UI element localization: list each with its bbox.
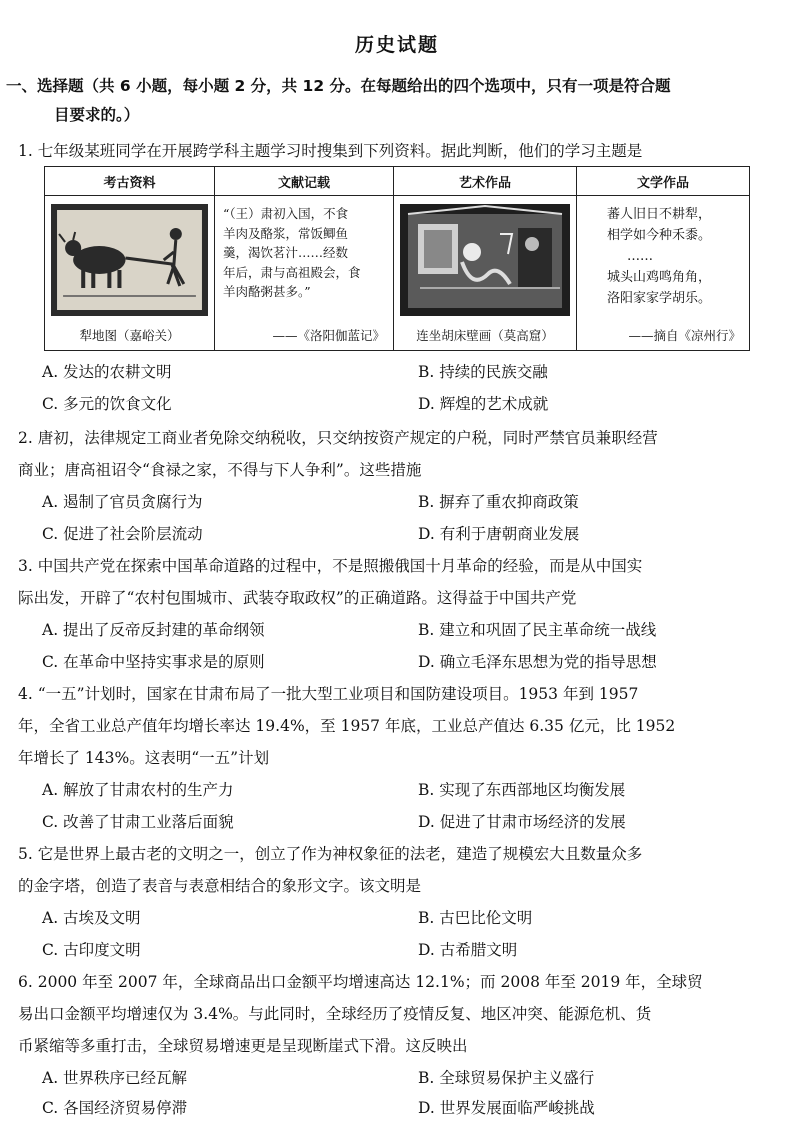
- archaeology-cell: [45, 196, 215, 351]
- poem-source: ——摘自《凉州行》: [628, 328, 741, 343]
- question-2: [18, 422, 782, 550]
- question-stem: 易出口金额平均增速仅为 3.4%。与此同时，全球经历了疫情反复、地区冲突、能源危机、货: [18, 1005, 652, 1023]
- document-source: ——《洛阳伽蓝记》: [272, 328, 385, 343]
- poem: [607, 204, 743, 309]
- option-d[interactable]: D. 古希腊文明: [418, 941, 518, 959]
- plowing-mural-image: [51, 204, 208, 316]
- archaeology-caption: 犁地图（嘉峪关）: [79, 328, 180, 343]
- option-c[interactable]: C. 古印度文明: [42, 941, 141, 959]
- question-3: [18, 550, 782, 678]
- poem-line: 相学如今种禾黍。: [607, 228, 712, 243]
- option-d[interactable]: D. 确立毛泽东思想为党的指导思想: [418, 653, 657, 671]
- option-a[interactable]: A. 遏制了官员贪腐行为: [42, 493, 203, 511]
- option-c[interactable]: C. 多元的饮食文化: [42, 395, 172, 413]
- poem-line: 城头山鸡鸣角角，: [607, 270, 712, 285]
- question-stem: 币紧缩等多重打击，全球贸易增速更是呈现断崖式下滑。这反映出: [18, 1037, 468, 1055]
- section-instructions: [6, 72, 782, 130]
- option-a[interactable]: A. 古埃及文明: [42, 909, 141, 927]
- option-d[interactable]: D. 促进了甘肃市场经济的发展: [418, 813, 626, 831]
- option-d[interactable]: D. 世界发展面临严峻挑战: [418, 1099, 595, 1117]
- option-b[interactable]: B. 实现了东西部地区均衡发展: [418, 781, 626, 799]
- question-1-options: [18, 356, 782, 420]
- question-6: [18, 966, 782, 1122]
- option-c[interactable]: C. 在革命中坚持实事求是的原则: [42, 653, 265, 671]
- quote-line: 羹，渴饮茗汁……经数: [223, 245, 349, 260]
- materials-table: [44, 166, 750, 351]
- question-stem: 商业；唐高祖诏令“食禄之家，不得与下人争利”。这些措施: [18, 461, 422, 479]
- option-a[interactable]: A. 提出了反帝反封建的革命纲领: [42, 621, 265, 639]
- option-d[interactable]: D. 辉煌的艺术成就: [418, 395, 549, 413]
- quote-line: 年后，肃与高祖殿会，食: [223, 264, 361, 280]
- poem-line: 洛阳家家学胡乐。: [607, 291, 712, 306]
- option-a[interactable]: A. 世界秩序已经瓦解: [42, 1069, 188, 1087]
- poem-line: 蕃人旧日不耕犁，: [607, 207, 712, 222]
- document-cell: [215, 196, 394, 351]
- question-1: [18, 135, 782, 167]
- question-stem: 的金字塔，创造了表音与表意相结合的象形文字。该文明是: [18, 877, 422, 895]
- question-stem: 年，全省工业总产值年均增长率达 19.4%，至 1957 年底，工业总产值达 6.35 亿元，比 1952: [18, 717, 676, 735]
- table-header: 艺术作品: [394, 167, 577, 196]
- quote-line: “（王）肃初入国，不食: [223, 206, 349, 221]
- option-b[interactable]: B. 古巴比伦文明: [418, 909, 533, 927]
- art-cell: [394, 196, 577, 351]
- option-a[interactable]: A. 解放了甘肃农村的生产力: [42, 781, 234, 799]
- art-caption: 连坐胡床壁画（莫高窟）: [416, 328, 554, 343]
- mogao-mural-image: [400, 204, 570, 316]
- question-stem: 6. 2000 年至 2007 年，全球商品出口金额平均增速高达 12.1%；而 2008 年至 2019 年，全球贸: [18, 973, 703, 991]
- page-title: 历史试题: [354, 34, 439, 56]
- option-b[interactable]: B. 全球贸易保护主义盛行: [418, 1069, 595, 1087]
- option-c[interactable]: C. 改善了甘肃工业落后面貌: [42, 813, 234, 831]
- question-5: [18, 838, 782, 966]
- question-stem: 年增长了 143%。这表明“一五”计划: [18, 749, 270, 767]
- table-header: 文献记载: [215, 167, 394, 196]
- option-d[interactable]: D. 有利于唐朝商业发展: [418, 525, 580, 543]
- question-stem: 3. 中国共产党在探索中国革命道路的过程中，不是照搬俄国十月革命的经验，而是从中国实: [18, 557, 643, 575]
- option-b[interactable]: B. 持续的民族交融: [418, 363, 548, 381]
- section-line-1: 一、选择题（共 6 小题，每小题 2 分，共 12 分。在每题给出的四个选项中，只有一项是符合题: [6, 77, 671, 95]
- quote-line: 羊肉酪粥甚多。”: [223, 284, 311, 299]
- poem-line: ……: [627, 249, 653, 264]
- document-quote: [223, 204, 385, 302]
- table-header: 考古资料: [45, 167, 215, 196]
- option-b[interactable]: B. 摒弃了重农抑商政策: [418, 493, 579, 511]
- question-stem: 际出发，开辟了“农村包围城市、武装夺取政权”的正确道路。这得益于中国共产党: [18, 589, 577, 607]
- question-4: [18, 678, 782, 838]
- question-stem: 2. 唐初，法律规定工商业者免除交纳税收，只交纳按资产规定的户税，同时严禁官员兼职经营: [18, 429, 658, 447]
- option-b[interactable]: B. 建立和巩固了民主革命统一战线: [418, 621, 657, 639]
- option-a[interactable]: A. 发达的农耕文明: [42, 363, 172, 381]
- option-c[interactable]: C. 各国经济贸易停滞: [42, 1099, 188, 1117]
- table-header: 文学作品: [577, 167, 750, 196]
- literature-cell: [577, 196, 750, 351]
- question-stem: 5. 它是世界上最古老的文明之一，创立了作为神权象征的法老，建造了规模宏大且数量众多: [18, 845, 643, 863]
- question-stem: 4. “一五”计划时，国家在甘肃布局了一批大型工业项目和国防建设项目。1953 年到 1957: [18, 685, 639, 703]
- option-c[interactable]: C. 促进了社会阶层流动: [42, 525, 203, 543]
- quote-line: 羊肉及酪浆，常饭鲫鱼: [223, 225, 349, 241]
- section-line-2: 目要求的。）: [54, 106, 140, 124]
- question-stem: 1. 七年级某班同学在开展跨学科主题学习时搜集到下列资料。据此判断，他们的学习主题是: [18, 142, 643, 160]
